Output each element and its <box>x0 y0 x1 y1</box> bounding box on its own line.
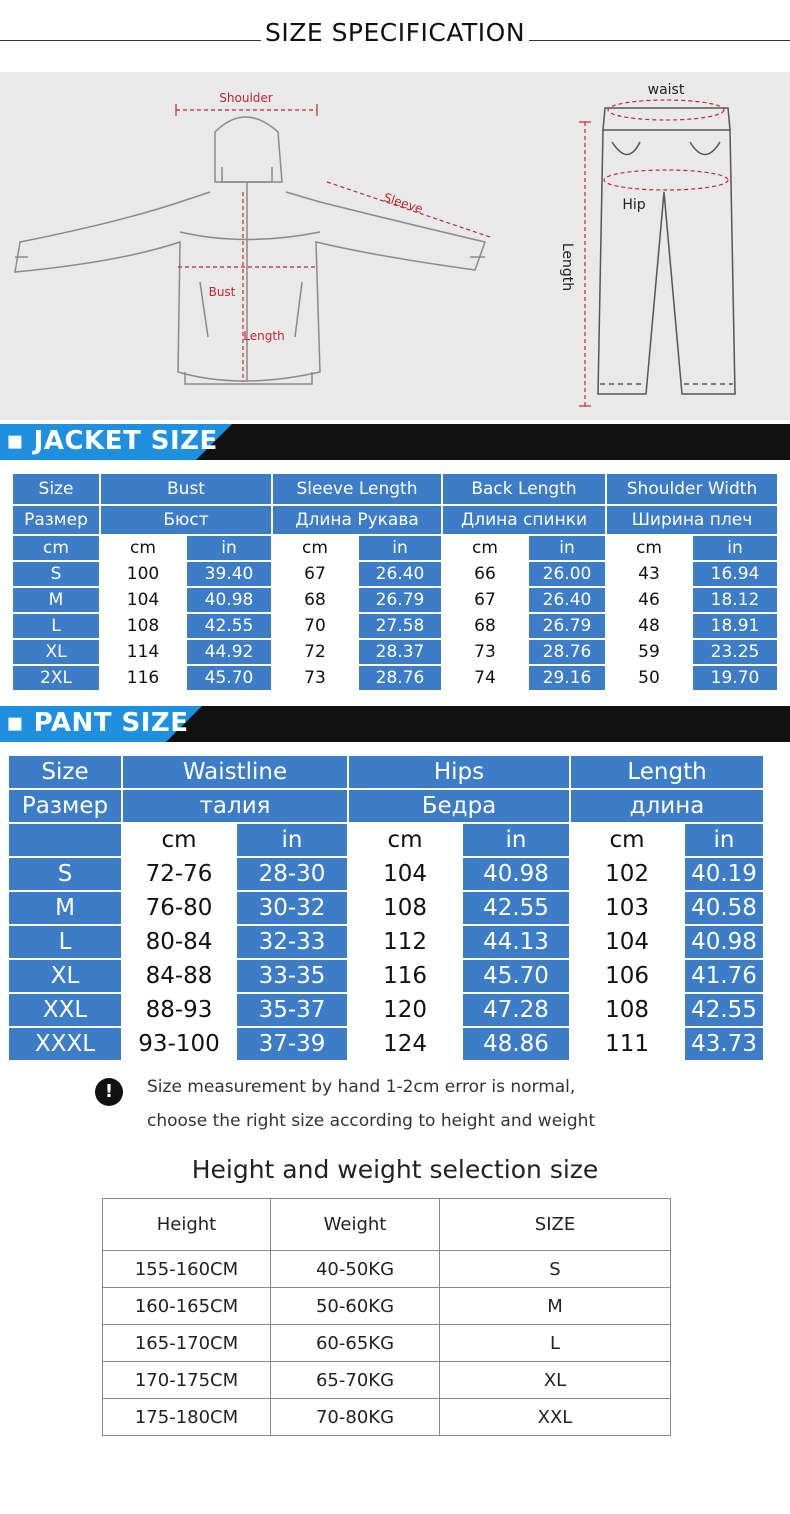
pant-table-row <box>8 857 764 891</box>
size-cell: XL <box>8 959 122 993</box>
value-cell: 88-93 <box>122 993 236 1027</box>
jacket-table-row <box>12 561 778 587</box>
value-cell: 70 <box>272 613 358 639</box>
pant-header-ru-hips: Бедра <box>348 789 570 823</box>
pants-length-label: Length <box>559 242 575 292</box>
value-cell: 46 <box>606 587 692 613</box>
value-cell: 111 <box>570 1027 684 1061</box>
sleeve-label: Sleeve <box>381 190 425 217</box>
pant-table-row <box>8 959 764 993</box>
height-weight-title: Height and weight selection size <box>191 1155 599 1184</box>
value-cell: 39.40 <box>186 561 272 587</box>
value-cell: 48.86 <box>462 1027 570 1061</box>
value-cell: 102 <box>570 857 684 891</box>
size-cell: S <box>12 561 100 587</box>
value-cell: 32-33 <box>236 925 348 959</box>
size-cell: L <box>12 613 100 639</box>
jacket-header-ru-bust: Бюст <box>100 505 272 535</box>
unit-cell: cm <box>12 535 100 561</box>
value-cell: XXL <box>440 1399 671 1436</box>
pant-units-row <box>8 823 764 857</box>
value-cell: 104 <box>100 587 186 613</box>
value-cell: 116 <box>100 665 186 691</box>
pant-table-row <box>8 891 764 925</box>
value-cell: 47.28 <box>462 993 570 1027</box>
bust-label: Bust <box>208 285 236 299</box>
jacket-table-row <box>12 665 778 691</box>
unit-cell: cm <box>348 823 462 857</box>
shoulder-label: Shoulder <box>219 91 273 105</box>
value-cell: 40.19 <box>684 857 764 891</box>
size-cell: L <box>8 925 122 959</box>
jacket-length-label: Length <box>243 329 285 343</box>
unit-cell: in <box>692 535 778 561</box>
jacket-header-ru-row <box>12 505 778 535</box>
value-cell: 16.94 <box>692 561 778 587</box>
pant-table-row <box>8 993 764 1027</box>
hw-header-height: Height <box>103 1199 271 1251</box>
size-cell: XL <box>12 639 100 665</box>
hw-header-size: SIZE <box>440 1199 671 1251</box>
unit-cell: in <box>358 535 442 561</box>
value-cell: 33-35 <box>236 959 348 993</box>
unit-cell: cm <box>570 823 684 857</box>
waist-label: waist <box>647 82 685 98</box>
value-cell: 103 <box>570 891 684 925</box>
unit-cell: cm <box>272 535 358 561</box>
value-cell: 59 <box>606 639 692 665</box>
jacket-header-ru-shoulder: Ширина плеч <box>606 505 778 535</box>
value-cell: 40.58 <box>684 891 764 925</box>
value-cell: 43.73 <box>684 1027 764 1061</box>
note-line-2: choose the right size according to height and weight <box>147 1111 596 1131</box>
value-cell: 104 <box>570 925 684 959</box>
value-cell: 26.79 <box>358 587 442 613</box>
value-cell: 120 <box>348 993 462 1027</box>
jacket-header-ru-sleeve: Длина Рукава <box>272 505 442 535</box>
size-cell: M <box>12 587 100 613</box>
value-cell: 73 <box>442 639 528 665</box>
value-cell: 28.76 <box>358 665 442 691</box>
jacket-header-en-row <box>12 473 778 505</box>
size-cell: M <box>8 891 122 925</box>
value-cell: 23.25 <box>692 639 778 665</box>
value-cell: 42.55 <box>186 613 272 639</box>
value-cell: 60-65KG <box>271 1325 440 1362</box>
value-cell: 108 <box>348 891 462 925</box>
unit-cell: in <box>684 823 764 857</box>
hw-table-body <box>103 1251 671 1436</box>
value-cell: 48 <box>606 613 692 639</box>
size-cell: 165-170CM <box>103 1325 271 1362</box>
jacket-banner-title: ▪ JACKET SIZE <box>6 426 218 456</box>
garment-illustration-panel <box>0 72 790 420</box>
value-cell: 74 <box>442 665 528 691</box>
note-line-1: Size measurement by hand 1-2cm error is normal, <box>147 1077 576 1097</box>
value-cell: 40.98 <box>186 587 272 613</box>
size-cell: S <box>8 857 122 891</box>
jacket-table-row <box>12 587 778 613</box>
value-cell: 100 <box>100 561 186 587</box>
pant-header-size: Size <box>8 755 122 789</box>
value-cell: 73 <box>272 665 358 691</box>
value-cell: 72-76 <box>122 857 236 891</box>
jacket-measure-lines <box>176 104 490 382</box>
value-cell: XL <box>440 1362 671 1399</box>
hw-table-row <box>103 1362 671 1399</box>
unit-cell: in <box>236 823 348 857</box>
value-cell: 26.00 <box>528 561 606 587</box>
size-cell: XXXL <box>8 1027 122 1061</box>
value-cell: 41.76 <box>684 959 764 993</box>
height-weight-table <box>102 1198 671 1436</box>
value-cell: 106 <box>570 959 684 993</box>
exclamation-icon: ! <box>95 1078 123 1106</box>
size-cell: XXL <box>8 993 122 1027</box>
hw-header-weight: Weight <box>271 1199 440 1251</box>
value-cell: 112 <box>348 925 462 959</box>
value-cell: 68 <box>272 587 358 613</box>
jacket-header-sleeve: Sleeve Length <box>272 473 442 505</box>
value-cell: 72 <box>272 639 358 665</box>
value-cell: 42.55 <box>462 891 570 925</box>
unit-cell: cm <box>442 535 528 561</box>
pant-header-ru-row <box>8 789 764 823</box>
value-cell: 40-50KG <box>271 1251 440 1288</box>
pant-header-ru-length: длина <box>570 789 764 823</box>
hip-label: Hip <box>622 197 646 213</box>
unit-cell: cm <box>122 823 236 857</box>
hw-table-row <box>103 1288 671 1325</box>
garment-diagram <box>0 72 790 420</box>
hw-table-row <box>103 1251 671 1288</box>
unit-cell: in <box>186 535 272 561</box>
pant-header-ru-waist: талия <box>122 789 348 823</box>
value-cell: 18.12 <box>692 587 778 613</box>
pant-table-row <box>8 925 764 959</box>
value-cell: 30-32 <box>236 891 348 925</box>
value-cell: 66 <box>442 561 528 587</box>
value-cell: 84-88 <box>122 959 236 993</box>
pant-table-row <box>8 1027 764 1061</box>
value-cell: 27.58 <box>358 613 442 639</box>
value-cell: 28.37 <box>358 639 442 665</box>
value-cell: 44.92 <box>186 639 272 665</box>
pant-header-hips: Hips <box>348 755 570 789</box>
value-cell: 50-60KG <box>271 1288 440 1325</box>
value-cell: 124 <box>348 1027 462 1061</box>
jacket-drawing <box>15 117 485 384</box>
value-cell: 104 <box>348 857 462 891</box>
pant-header-waist: Waistline <box>122 755 348 789</box>
unit-cell: cm <box>100 535 186 561</box>
size-cell: 160-165CM <box>103 1288 271 1325</box>
value-cell: S <box>440 1251 671 1288</box>
jacket-table-body <box>12 561 778 691</box>
size-cell: 2XL <box>12 665 100 691</box>
value-cell: 76-80 <box>122 891 236 925</box>
pant-size-banner <box>0 706 790 742</box>
pant-header-length: Length <box>570 755 764 789</box>
pant-table-body <box>8 857 764 1061</box>
unit-cell: in <box>528 535 606 561</box>
value-cell: 67 <box>442 587 528 613</box>
hw-table-row <box>103 1325 671 1362</box>
value-cell: 40.98 <box>684 925 764 959</box>
value-cell: 42.55 <box>684 993 764 1027</box>
value-cell: 19.70 <box>692 665 778 691</box>
jacket-header-ru-size: Размер <box>12 505 100 535</box>
value-cell: 35-37 <box>236 993 348 1027</box>
value-cell: 108 <box>100 613 186 639</box>
jacket-table-row <box>12 613 778 639</box>
size-cell: 155-160CM <box>103 1251 271 1288</box>
value-cell: L <box>440 1325 671 1362</box>
value-cell: 114 <box>100 639 186 665</box>
value-cell: M <box>440 1288 671 1325</box>
unit-cell: cm <box>606 535 692 561</box>
unit-cell-empty <box>8 823 122 857</box>
jacket-size-banner <box>0 424 790 460</box>
hw-header-row <box>103 1199 671 1251</box>
pant-size-table <box>7 754 765 1062</box>
value-cell: 28.76 <box>528 639 606 665</box>
jacket-header-ru-back: Длина спинки <box>442 505 606 535</box>
pant-banner-title: ▪ PANT SIZE <box>6 708 189 738</box>
value-cell: 108 <box>570 993 684 1027</box>
jacket-units-row <box>12 535 778 561</box>
value-cell: 43 <box>606 561 692 587</box>
value-cell: 68 <box>442 613 528 639</box>
value-cell: 18.91 <box>692 613 778 639</box>
jacket-size-table <box>11 472 779 692</box>
pants-drawing <box>598 108 735 394</box>
jacket-table-row <box>12 639 778 665</box>
size-cell: 175-180CM <box>103 1399 271 1436</box>
page-header <box>0 0 790 60</box>
value-cell: 70-80KG <box>271 1399 440 1436</box>
jacket-header-size: Size <box>12 473 100 505</box>
jacket-header-back: Back Length <box>442 473 606 505</box>
value-cell: 80-84 <box>122 925 236 959</box>
value-cell: 116 <box>348 959 462 993</box>
value-cell: 26.79 <box>528 613 606 639</box>
value-cell: 37-39 <box>236 1027 348 1061</box>
value-cell: 45.70 <box>186 665 272 691</box>
value-cell: 28-30 <box>236 857 348 891</box>
unit-cell: in <box>462 823 570 857</box>
value-cell: 44.13 <box>462 925 570 959</box>
value-cell: 93-100 <box>122 1027 236 1061</box>
size-cell: 170-175CM <box>103 1362 271 1399</box>
page-title: SIZE SPECIFICATION <box>261 18 529 47</box>
value-cell: 50 <box>606 665 692 691</box>
jacket-header-bust: Bust <box>100 473 272 505</box>
pant-header-en-row <box>8 755 764 789</box>
jacket-header-shoulder: Shoulder Width <box>606 473 778 505</box>
value-cell: 65-70KG <box>271 1362 440 1399</box>
value-cell: 26.40 <box>528 587 606 613</box>
pant-header-ru-size: Размер <box>8 789 122 823</box>
value-cell: 45.70 <box>462 959 570 993</box>
hw-table-row <box>103 1399 671 1436</box>
value-cell: 26.40 <box>358 561 442 587</box>
value-cell: 29.16 <box>528 665 606 691</box>
value-cell: 40.98 <box>462 857 570 891</box>
value-cell: 67 <box>272 561 358 587</box>
